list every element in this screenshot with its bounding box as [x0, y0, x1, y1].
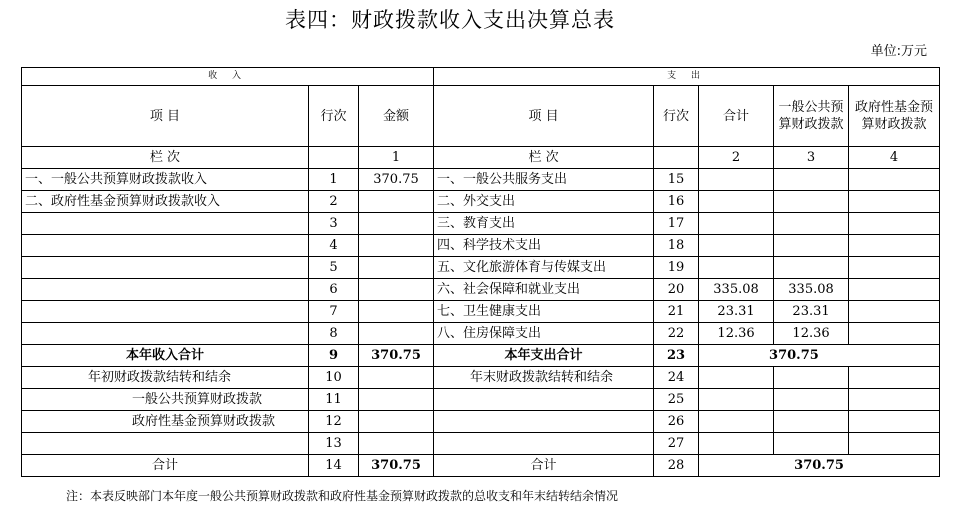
year-total-income-line: 9	[309, 345, 359, 367]
carry-fund-label: 政府性基金预算财政拨款	[22, 411, 309, 433]
expense-line: 17	[654, 213, 699, 235]
carry-row	[22, 367, 940, 389]
expense-line: 19	[654, 257, 699, 279]
expense-total: 335.08	[699, 279, 774, 301]
header-expense-line: 行次	[654, 86, 699, 147]
table-row	[22, 169, 940, 191]
colrow-label: 栏 次	[22, 147, 309, 169]
year-total-expense-amount: 370.75	[699, 345, 940, 367]
expense-general	[774, 235, 849, 257]
footnote: 注：本表反映部门本年度一般公共预算财政拨款和政府性基金预算财政拨款的总收支和年末结转结余情况	[66, 489, 619, 503]
income-line: 1	[309, 169, 359, 191]
carry-general-expense-line: 25	[654, 389, 699, 411]
income-item	[22, 235, 309, 257]
header-amount: 金额	[359, 86, 434, 147]
grand-total-row	[22, 455, 940, 477]
carry-income-line: 10	[309, 367, 359, 389]
income-line: 4	[309, 235, 359, 257]
expense-general	[774, 213, 849, 235]
income-amount	[359, 301, 434, 323]
colrow-1: 1	[359, 147, 434, 169]
income-amount	[359, 191, 434, 213]
income-amount	[359, 323, 434, 345]
grand-total-income-line: 14	[309, 455, 359, 477]
grand-total-expense-line: 28	[654, 455, 699, 477]
year-total-expense-label: 本年支出合计	[434, 345, 654, 367]
grand-total-income-amount: 370.75	[359, 455, 434, 477]
expense-item: 二、外交支出	[434, 191, 654, 213]
header-expense-item: 项 目	[434, 86, 654, 147]
unit-label: 单位:万元	[870, 44, 927, 59]
carry-general-row	[22, 389, 940, 411]
section-row	[22, 68, 940, 86]
income-section: 收 入	[22, 68, 434, 86]
header-total: 合计	[699, 86, 774, 147]
expense-item: 四、科学技术支出	[434, 235, 654, 257]
year-total-income-amount: 370.75	[359, 345, 434, 367]
expense-line: 20	[654, 279, 699, 301]
year-total-expense-line: 23	[654, 345, 699, 367]
income-amount	[359, 257, 434, 279]
colrow-label: 栏 次	[434, 147, 654, 169]
carry-fund-line: 12	[309, 411, 359, 433]
expense-total	[699, 235, 774, 257]
income-line: 6	[309, 279, 359, 301]
grand-total-expense-amount: 370.75	[699, 455, 940, 477]
blank-expense-line: 27	[654, 433, 699, 455]
column-number-row	[22, 147, 940, 169]
colrow-2: 2	[699, 147, 774, 169]
carry-fund-row	[22, 411, 940, 433]
table-row	[22, 213, 940, 235]
expense-general: 23.31	[774, 301, 849, 323]
expense-total: 23.31	[699, 301, 774, 323]
carry-expense-label: 年末财政拨款结转和结余	[434, 367, 654, 389]
income-item	[22, 213, 309, 235]
page-title: 表四：财政拨款收入支出决算总表	[285, 8, 615, 32]
expense-line: 18	[654, 235, 699, 257]
expense-total	[699, 213, 774, 235]
expense-fund	[849, 301, 940, 323]
table-row	[22, 191, 940, 213]
income-line: 3	[309, 213, 359, 235]
income-line: 5	[309, 257, 359, 279]
header-income-item: 项 目	[22, 86, 309, 147]
expense-item: 六、社会保障和就业支出	[434, 279, 654, 301]
expense-general	[774, 257, 849, 279]
income-item	[22, 323, 309, 345]
expense-item: 七、卫生健康支出	[434, 301, 654, 323]
expense-fund	[849, 169, 940, 191]
table-row	[22, 301, 940, 323]
grand-total-expense-label: 合计	[434, 455, 654, 477]
expense-line: 22	[654, 323, 699, 345]
income-amount	[359, 213, 434, 235]
income-amount	[359, 279, 434, 301]
income-amount	[359, 235, 434, 257]
expense-item: 一、一般公共服务支出	[434, 169, 654, 191]
expense-line: 15	[654, 169, 699, 191]
colrow-4: 4	[849, 147, 940, 169]
expense-fund	[849, 191, 940, 213]
expense-fund	[849, 279, 940, 301]
expense-general: 12.36	[774, 323, 849, 345]
income-item	[22, 279, 309, 301]
expense-general	[774, 191, 849, 213]
expense-fund	[849, 257, 940, 279]
expense-line: 21	[654, 301, 699, 323]
expense-line: 16	[654, 191, 699, 213]
expense-fund	[849, 235, 940, 257]
expense-general	[774, 169, 849, 191]
table-row	[22, 235, 940, 257]
table-row	[22, 279, 940, 301]
carry-general-label: 一般公共预算财政拨款	[22, 389, 309, 411]
header-row	[22, 86, 940, 147]
blank-income-line: 13	[309, 433, 359, 455]
carry-income-label: 年初财政拨款结转和结余	[22, 367, 309, 389]
header-income-line: 行次	[309, 86, 359, 147]
carry-expense-line: 24	[654, 367, 699, 389]
carry-fund-expense-line: 26	[654, 411, 699, 433]
table-row	[22, 257, 940, 279]
budget-table	[21, 67, 940, 477]
expense-general: 335.08	[774, 279, 849, 301]
expense-item: 五、文化旅游体育与传媒支出	[434, 257, 654, 279]
income-item: 一、一般公共预算财政拨款收入	[22, 169, 309, 191]
grand-total-income-label: 合计	[22, 455, 309, 477]
carry-general-line: 11	[309, 389, 359, 411]
year-total-row	[22, 345, 940, 367]
income-line: 8	[309, 323, 359, 345]
expense-section: 支 出	[434, 68, 940, 86]
blank-row	[22, 433, 940, 455]
income-item	[22, 257, 309, 279]
income-line: 7	[309, 301, 359, 323]
expense-fund	[849, 213, 940, 235]
expense-total	[699, 169, 774, 191]
expense-fund	[849, 323, 940, 345]
income-item: 二、政府性基金预算财政拨款收入	[22, 191, 309, 213]
expense-item: 三、教育支出	[434, 213, 654, 235]
year-total-income-label: 本年收入合计	[22, 345, 309, 367]
expense-total	[699, 191, 774, 213]
income-amount: 370.75	[359, 169, 434, 191]
table-row	[22, 323, 940, 345]
header-general: 一般公共预算财政拨款	[774, 86, 849, 147]
expense-total	[699, 257, 774, 279]
expense-item: 八、住房保障支出	[434, 323, 654, 345]
income-line: 2	[309, 191, 359, 213]
expense-total: 12.36	[699, 323, 774, 345]
colrow-3: 3	[774, 147, 849, 169]
income-item	[22, 301, 309, 323]
header-fund: 政府性基金预算财政拨款	[849, 86, 940, 147]
